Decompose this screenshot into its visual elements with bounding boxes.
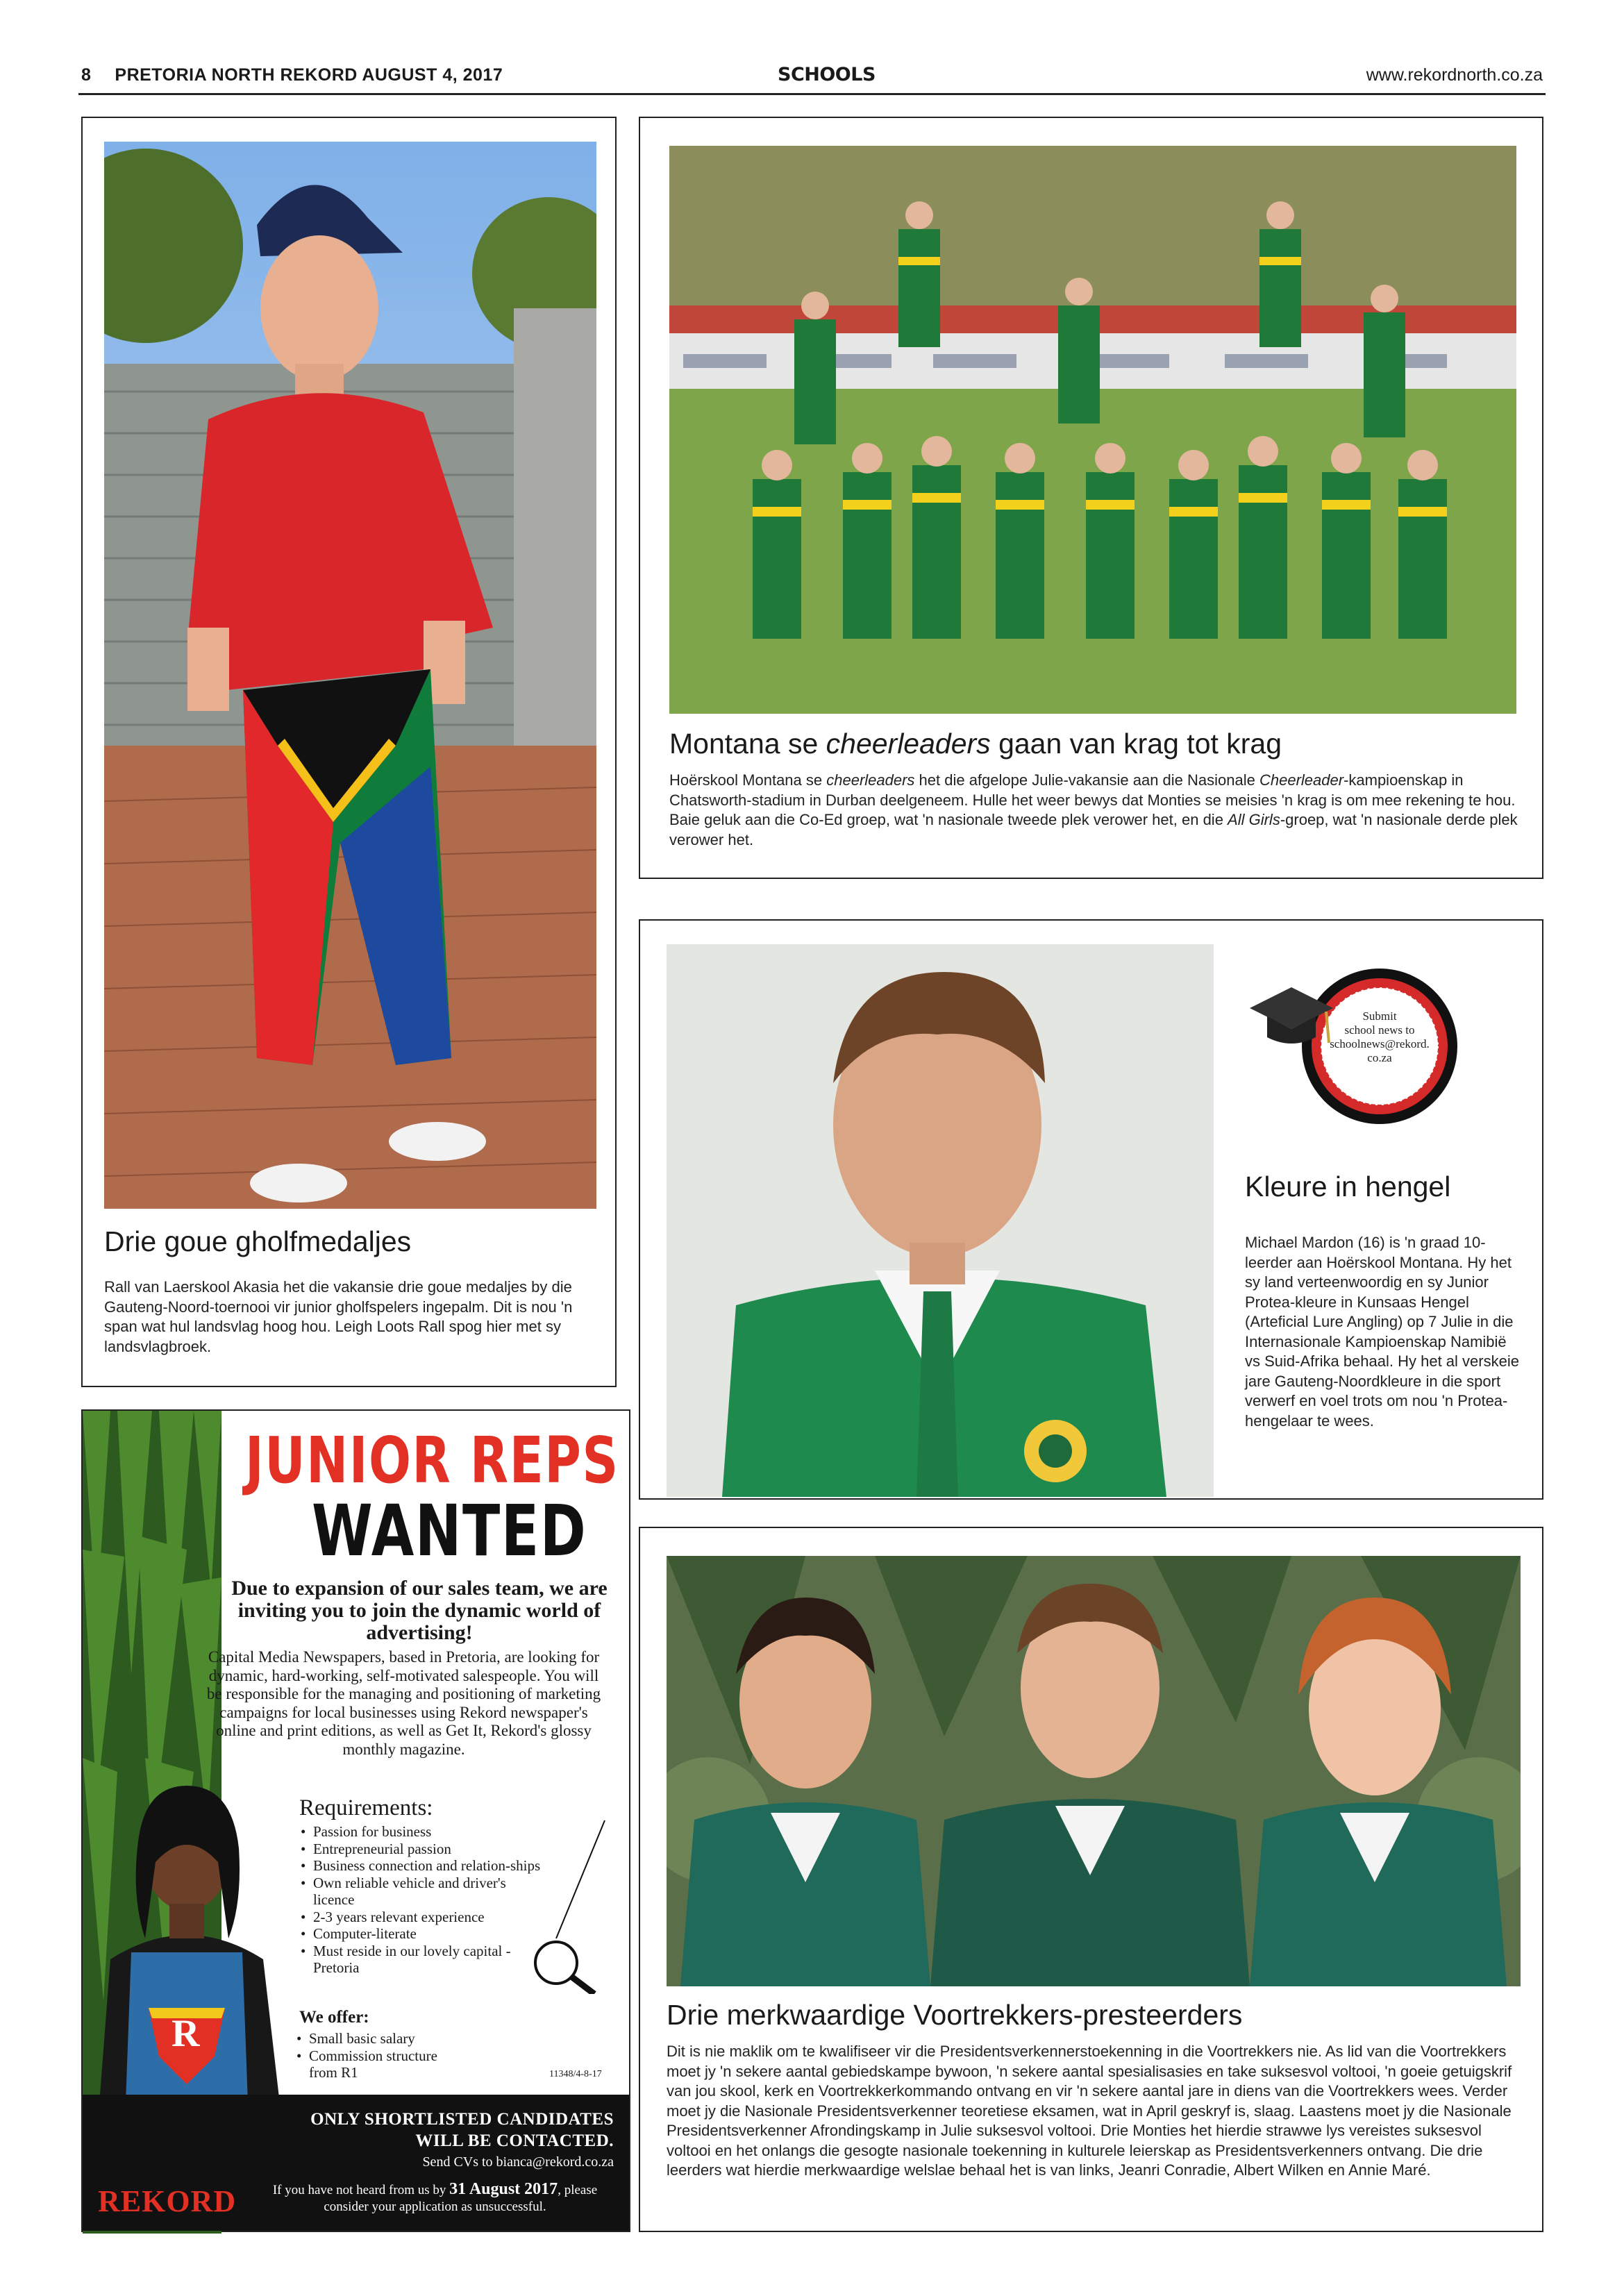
- cheer-body-italic: Cheerleader: [1259, 771, 1344, 789]
- badge-text: [1300, 1009, 1459, 1065]
- ad-contact-bar: [83, 2095, 629, 2231]
- footer-part: If you have not heard from us by: [272, 2183, 450, 2197]
- cheer-body-part: -kampioenskap in Chatsworth-stadium in Durban deelgeneem. Hulle het weer bewys dat Monties se meisies 'n krag is om mee rekening te hou. Baie geluk aan die Co-Ed groep, wat 'n nasionale tweede plek verower het, en die: [669, 771, 1516, 828]
- cheer-body-part: -groep, wat 'n nasionale derde plek verower het.: [669, 811, 1518, 848]
- voortrekkers-photo: [667, 1556, 1521, 1986]
- cheerleaders-body: [669, 771, 1520, 850]
- fishing-headline: Kleure in hengel: [1245, 1171, 1451, 1203]
- superhero-woman-image: [83, 1779, 291, 2140]
- cheer-headline-italic: cheerleaders: [826, 728, 991, 760]
- ad-footer-note: [256, 2181, 614, 2215]
- list-item: • Small basic salary: [295, 2030, 462, 2047]
- badge-line: schoolnews@rekord.: [1330, 1037, 1430, 1050]
- offer-heading: We offer:: [299, 2008, 369, 2027]
- badge-line: co.za: [1367, 1051, 1392, 1064]
- voortrekkers-body: Dit is nie maklik om te kwalifiseer vir die Presidentsverkennerstoekenning in die Voortrekkers nie. As lid van die Voortrekkers moet jy 'n sekere aantal gebiedskampe bywoon, 'n sekere aantal spesialisasies en take suksesvol voltooi, 'n goeie getuigskrif van jou skool, kerk en Voortrekkerkommando ontvang en vir 'n sekere aantal jare in diens van die Voortrekkers wees. Verder moet jy die Nasionale Presidentsverkenner teoretiese eksamen, wat in April geskryf is, slaag. Laastens moet jy die Nasionale Presidentsverkenner Afrondingskamp in Julie suksesvol voltooi. Drie Monties het hierdie strawwe lys vereistes suksesvol voltooi en het onlangs die gesogte nasionale toekenning in kulturele leierskap as Presidentsverkenners ontvang. Die drie leerders wat hierdie merkwaardige welslae behaal het is van links, Jeanri Conradie, Albert Wilken en Annie Maré.: [667, 2043, 1512, 2179]
- offers-list: [295, 2030, 462, 2081]
- voortrekkers-headline: Drie merkwaardige Voortrekkers-presteerders: [667, 1999, 1243, 2031]
- junior-reps-ad: [81, 1409, 630, 2232]
- cheer-headline-part: Montana se: [669, 728, 826, 760]
- ad-reference: 11348/4-8-17: [549, 2069, 602, 2079]
- cheerleaders-image: [669, 146, 1516, 714]
- fishing-story: [639, 919, 1543, 1500]
- cheerleaders-photo: [669, 146, 1516, 714]
- golf-photo: [104, 142, 596, 1209]
- fishing-photo: [667, 944, 1214, 1497]
- ad-model-figure: [83, 1779, 291, 2140]
- ad-lead: Due to expansion of our sales team, we are inviting you to join the dynamic world of advertising!: [231, 1577, 608, 1644]
- ad-description: Capital Media Newspapers, based in Pretoria, are looking for dynamic, hard-working, self-motivated salespeople. You will be responsible for the managing and positioning of marketing campaigns for local businesses using Rekord newspaper's online and print editions, as well as Get It, Rekord's glossy monthly magazine.: [206, 1648, 601, 1758]
- list-item: • Own reliable vehicle and driver's licence: [299, 1875, 542, 1909]
- footer-date: 31 August 2017: [449, 2180, 558, 2198]
- cheer-body-italic: All Girls: [1228, 811, 1280, 828]
- badge-line: Submit: [1362, 1009, 1397, 1023]
- section-name: SCHOOLS: [778, 64, 876, 85]
- golf-story: [81, 117, 617, 1387]
- footer-part: , please consider your application as unsuccessful.: [324, 2183, 598, 2214]
- list-item: • Computer-literate: [299, 1925, 542, 1943]
- list-item: • Entrepreneurial passion: [299, 1841, 542, 1858]
- submit-news-badge[interactable]: [1300, 966, 1459, 1126]
- list-item: • 2-3 years relevant experience: [299, 1909, 542, 1926]
- ad-title-wanted: WANTED: [312, 1490, 587, 1573]
- cheer-headline-part: gaan van krag tot krag: [990, 728, 1282, 760]
- magnifier-icon: [528, 1820, 619, 1994]
- cheerleaders-headline: [669, 728, 1282, 760]
- cheer-body-part: Hoërskool Montana se: [669, 771, 827, 789]
- golfer-image: [104, 142, 596, 1209]
- badge-line: school news to: [1344, 1023, 1415, 1037]
- publication-dateline: PRETORIA NORTH REKORD AUGUST 4, 2017: [115, 65, 503, 85]
- voortrekkers-story: [639, 1527, 1543, 2232]
- list-item: • Business connection and relation-ships: [299, 1857, 542, 1875]
- page-number: 8: [81, 65, 92, 85]
- website-url: www.rekordnorth.co.za: [1366, 65, 1543, 85]
- student-portrait-image: [667, 944, 1214, 1497]
- golf-body: Rall van Laerskool Akasia het die vakansie drie goue medaljes by die Gauteng-Noord-toernooi vir junior gholfspelers ingepalm. Dit is nou 'n span wat hul landsvlag hoog hou. Leigh Loots Rall spog hier met sy landsvlagbroek.: [104, 1278, 573, 1355]
- list-item: • Commission structure from R1: [295, 2047, 462, 2081]
- cheer-body-part: het die afgelope Julie-vakansie aan die Nasionale: [914, 771, 1259, 789]
- ad-title-junior-reps: JUNIOR REPS: [245, 1423, 619, 1498]
- golf-headline: Drie goue gholfmedaljes: [104, 1225, 412, 1257]
- shortlist-line-2: WILL BE CONTACTED.: [415, 2131, 614, 2150]
- list-item: • Must reside in our lovely capital - Pretoria: [299, 1943, 542, 1977]
- requirements-list: [299, 1823, 542, 1977]
- fishing-body: Michael Mardon (16) is 'n graad 10-leerder aan Hoërskool Montana. Hy het sy land verteenwoordig en sy Junior Protea-kleure in Kunsaas Hengel (Arteficial Lure Angling) op 7 Julie in die Internasionale Kampioenskap Namibië vs Suid-Afrika behaal. Hy het al verskeie jare Gauteng-Noordkleure in die sport verwerf en voel trots om nou 'n Protea-hengelaar te wees.: [1245, 1234, 1519, 1430]
- send-cv-line: Send CVs to bianca@rekord.co.za: [422, 2154, 614, 2170]
- page-header-left: [81, 65, 503, 85]
- emblem-letter: R: [171, 2012, 200, 2055]
- rekord-logo: REKORD: [98, 2184, 237, 2218]
- three-students-image: [667, 1556, 1521, 1986]
- header-rule: [78, 93, 1546, 95]
- shortlist-line-1: ONLY SHORTLISTED CANDIDATES: [310, 2110, 614, 2129]
- cheerleaders-story: [639, 117, 1543, 879]
- list-item: • Passion for business: [299, 1823, 542, 1841]
- cheer-body-italic: cheerleaders: [826, 771, 915, 789]
- requirements-heading: Requirements:: [299, 1795, 433, 1820]
